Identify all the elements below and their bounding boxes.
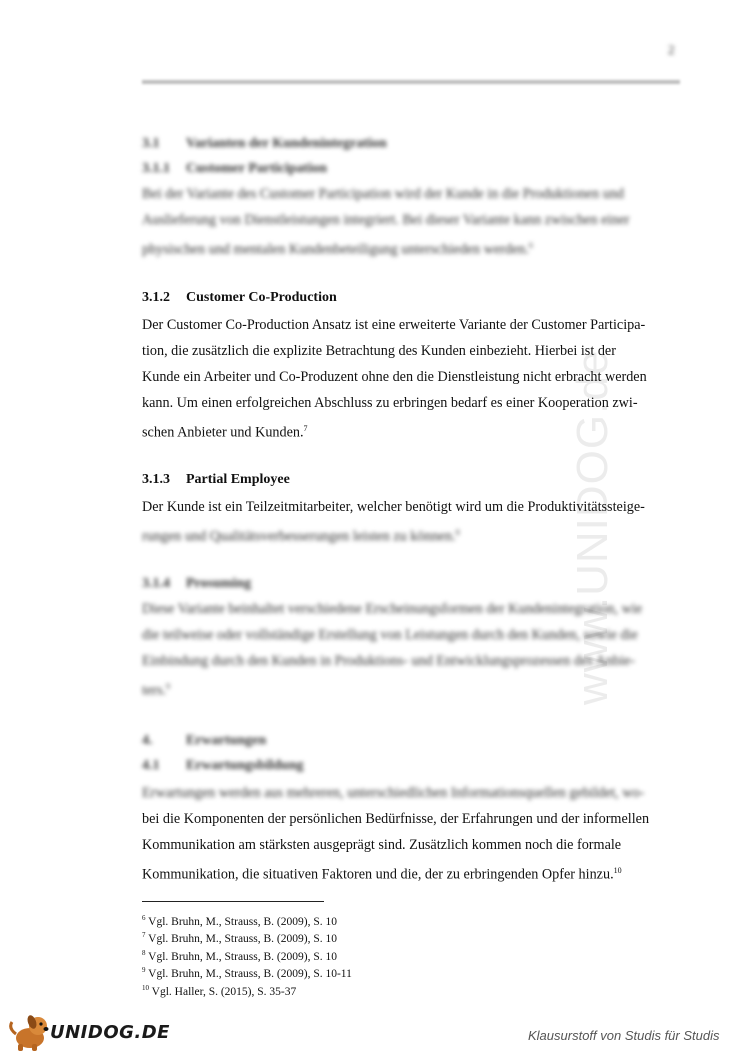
paragraph-partial-employee: [142, 494, 679, 520]
footnote: [142, 929, 352, 946]
text-line: Diese Variante beinhaltet verschiedene Erscheinungsformen der Kundenintegration, wie: [142, 601, 643, 617]
text-line: Der Kunde ist ein Teilzeitmitarbeiter, welcher benötigt wird um die Produktivitätssteige-: [142, 499, 645, 515]
text-line: ters.$^9$: [142, 682, 171, 699]
footnote-text: Vgl. Haller, S. (2015), S. 35-37: [151, 985, 297, 998]
paragraph-partial-employee-blurred: [142, 520, 679, 550]
heading-title: Erwartungen: [186, 733, 267, 748]
unidog-logo: [6, 1012, 170, 1052]
heading-4-1: [142, 758, 303, 774]
header-rule: [142, 80, 680, 84]
footnote-rule: [142, 901, 324, 902]
heading-title: Erwartungsbildung: [186, 758, 304, 773]
paragraph-erwartungsbildung-blurred: [142, 780, 679, 806]
footnote-ref: 7: [303, 424, 308, 433]
footnote-number: 8: [142, 948, 146, 957]
text-line: Kommunikation, die situativen Faktoren und die, der zu erbringenden Opfer hinzu.$^{10}$: [142, 866, 622, 883]
footnote-text: Vgl. Bruhn, M., Strauss, B. (2009), S. 10: [148, 915, 337, 928]
heading-title: Partial Employee: [186, 472, 290, 487]
paragraph-prosuming: [142, 596, 679, 704]
footnote-text: Vgl. Bruhn, M., Strauss, B. (2009), S. 10: [148, 950, 337, 963]
heading-number: 4.: [142, 733, 153, 748]
text-line: bei die Komponenten der persönlichen Bedürfnisse, der Erfahrungen und der informellen: [142, 811, 650, 827]
heading-3-1-1: [142, 161, 327, 177]
heading-number: 3.1: [142, 136, 160, 151]
footnote-ref: 10: [613, 866, 622, 875]
text-line: rungen und Qualitätsverbesserungen leisten zu können.$^8$: [142, 528, 460, 545]
text-line: tion, die zusätzlich die explizite Betrachtung des Kunden einbezieht. Hierbei ist der: [142, 343, 616, 359]
heading-3-1-2: [142, 290, 337, 306]
text-line: Bei der Variante des Customer Participation wird der Kunde in die Produktionen und: [142, 186, 625, 202]
heading-title: Prosuming: [186, 576, 252, 591]
footnote-number: 10: [142, 983, 149, 992]
footnote: [142, 982, 352, 999]
text-line: Einbindung durch den Kunden in Produktions- und Entwicklungsprozessen des Anbie-: [142, 653, 635, 669]
heading-number: 3.1.1: [142, 161, 170, 176]
footnote-text: Vgl. Bruhn, M., Strauss, B. (2009), S. 10-11: [148, 968, 352, 981]
heading-number: 3.1.3: [142, 472, 170, 487]
heading-number: 3.1.4: [142, 576, 170, 591]
watermark-text: www.UNIDOG.de: [568, 349, 617, 705]
logo-text: UNIDOG.DE: [50, 1022, 170, 1043]
footnote: [142, 947, 352, 964]
tagline: Klausurstoff von Studis für Studis: [528, 1028, 720, 1043]
text-line: Erwartungen werden aus mehreren, unterschiedlichen Informationsquellen gebildet, wo-: [142, 785, 645, 801]
footnotes: [142, 912, 352, 999]
heading-title: Customer Co-Production: [186, 290, 337, 305]
page-number: 2: [668, 42, 675, 57]
text-line: schen Anbieter und Kunden.$^7$: [142, 424, 308, 441]
footnote: [142, 912, 352, 929]
heading-4: [142, 733, 266, 749]
footnote-ref: 6: [528, 241, 533, 250]
footnote-number: 6: [142, 914, 146, 922]
footnote-number: 7: [142, 931, 146, 940]
paragraph-customer-participation: [142, 181, 679, 263]
text-line: physischen und mentalen Kundenbeteiligung unterschieden werden.$^6$: [142, 241, 533, 258]
heading-3-1: [142, 136, 387, 152]
paragraph-erwartungsbildung: [142, 806, 679, 888]
heading-title: Customer Participation: [186, 161, 327, 176]
text-line: Der Customer Co-Production Ansatz ist eine erweiterte Variante der Customer Participa-: [142, 317, 646, 333]
paragraph-customer-co-production: [142, 312, 679, 446]
footnote-ref: 9: [166, 682, 171, 691]
footnote-ref: 8: [455, 528, 460, 537]
text-line: kann. Um einen erfolgreichen Abschluss zu erbringen bedarf es einer Kooperation zwi-: [142, 395, 638, 411]
heading-number: 3.1.2: [142, 290, 170, 305]
heading-number: 4.1: [142, 758, 160, 773]
footnote-number: 9: [142, 966, 146, 975]
heading-3-1-3: [142, 472, 290, 488]
text-line: die teilweise oder vollständige Erstellung von Leistungen durch den Kunden, sowie die: [142, 627, 638, 643]
footnote-text: Vgl. Bruhn, M., Strauss, B. (2009), S. 10: [148, 933, 337, 946]
heading-title: Varianten der Kundenintegration: [186, 136, 387, 151]
dog-icon: [6, 1012, 52, 1052]
heading-3-1-4: [142, 576, 251, 592]
text-line: Kommunikation am stärksten ausgeprägt sind. Zusätzlich kommen noch die formale: [142, 837, 622, 853]
text-line: Auslieferung von Dienstleistungen integriert. Bei dieser Variante kann zwischen einer: [142, 212, 630, 228]
text-line: Kunde ein Arbeiter und Co-Produzent ohne den die Dienstleistung nicht erbracht werden: [142, 369, 647, 385]
footnote: [142, 964, 352, 981]
